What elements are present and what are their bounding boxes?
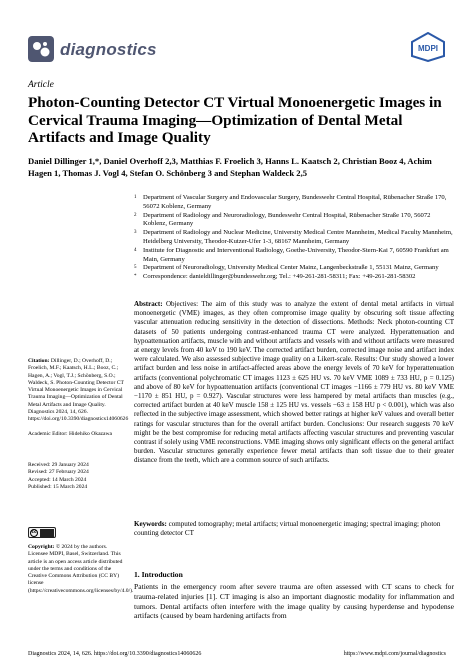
citation-text[interactable]: Dillinger, D.; Overhoff, D.; Froelich, M.F.; Kaatsch, H.L.; Booz, C.; Hagen, A.; Vogl, T.J.; Schönberg, S.O.; Waldeck, S. Photon-Counting Detector CT Virtual Monoenergetic Images in Cervical Trauma Imaging—Optimization of Dental Metal Artifacts and Image Quality. Diagnostics 2024, 14, 626. https://doi.org/10.3390/diagnostics14060626 xyxy=(28,358,129,423)
keywords-text: computed tomography; metal artifacts; virtual monoenergetic imaging; spectral imaging; photon counting detector CT xyxy=(134,520,441,538)
cc-license-icon[interactable]: cc xyxy=(28,527,56,538)
affiliation-item: 2 Department of Radiology and Neuroradiology, Bundeswehr Central Hospital, Rübenacher Straße 170, 56072 Koblenz, Germany xyxy=(134,211,431,228)
mdpi-logo-icon xyxy=(410,32,446,62)
dates-block xyxy=(28,462,124,491)
footer-citation[interactable]: Diagnostics 2024, 14, 626. https://doi.org/10.3390/diagnostics14060626 xyxy=(28,651,202,657)
abstract xyxy=(134,300,454,466)
journal-name: diagnostics xyxy=(60,40,157,59)
affiliation-item: 5 Department of Neuroradiology, University Medical Center Mainz, Langenbeckstraße 1, 55131 Mainz, Germany xyxy=(134,264,439,272)
revised-date: Revised: 27 February 2024 xyxy=(28,469,89,476)
citation-block xyxy=(28,358,129,438)
paper-title: Photon-Counting Detector CT Virtual Monoenergetic Images in Cervical Trauma Imaging—Optimization of Dental Metal Artifacts and Image Quality xyxy=(28,94,442,146)
abstract-label: Abstract: xyxy=(134,300,163,308)
publisher-name: MDPI xyxy=(418,44,438,53)
article-type: Article xyxy=(28,80,54,90)
affiliation-item: 3 Department of Radiology and Nuclear Medicine, University Medical Centre Mannheim, Medical Faculty Mannheim, Heidelberg University, Theodor-Kutzer-Ufer 1-3, 68167 Mannheim, Germany xyxy=(134,229,453,245)
copyright-block xyxy=(28,544,134,595)
correspondence: * Correspondence: danieldillinger@bundeswehr.org; Tel.: +49-261-281-58311; Fax: +49-261-281-58302 xyxy=(134,273,416,281)
keywords-label: Keywords: xyxy=(134,520,167,528)
copyright-text: © 2024 by the authors. Licensee MDPI, Basel, Switzerland. This article is an open access article distributed under the terms and conditions of the Creative Commons Attribution (CC BY) license (https://creativecommons.org/licenses/by/4.0/). xyxy=(28,544,134,594)
abstract-text: Objectives: The aim of this study was to analyze the extent of dental metal artifacts in virtual monoenergetic (VME) images, as they often compromise image quality by obscuring soft tissue affecting vascular attenuation reducing sensitivity in the detection of dissections. Methods: Neck photon-counting CT datasets of 50 patients undergoing contrast-enhanced trauma CT were analyzed. Hyperattenuation and hypoattenuation artifacts, muscle with and without artifacts and vessels with and without artifacts were measured at energy levels from 40 keV to 190 keV. The corrected artifact burden, corrected image noise and artifact index were calculated. We also assessed subjective image quality on a Likert-scale. Results: Our study showed a lower artifact burden and less noise in artifact-affected areas above the energy levels of 70 keV for hyperattenuation artifacts (conventional polychromatic CT images 1123 ± 625 HU vs. 70 keV VME 1089 ± 733 HU, p = 0.125) and above of 80 keV for hypoattenuation artifacts (conventional CT images −1166 ± 779 HU vs. 80 keV VME −1170 ± 851 HU, p = 0.927). Vascular structures were less hampered by metal artifacts than muscles (e.g., corrected artifact burden at 40 keV muscle 158 ± 125 HU vs. vessels −63 ± 158 HU p < 0.001), which was also reflected in the subjective image assessment, which showed better ratings at higher keV values and overall better ratings for vascular structures than for the overall artifact burden. Conclusions: Our research suggests 70 keV might be the best compromise for reducing metal artifacts affecting vascular structures and preventing vascular contrast if solely using VME reconstructions. VME imaging shows only significant effects on the general artifact burden. Vascular structures generally experience fewer metal artifacts than soft tissue due to their greater distance from the teeth, which are a common source of such artifacts. xyxy=(134,300,455,465)
section-heading: 1. Introduction xyxy=(134,570,183,579)
citation-label: Citation: xyxy=(28,358,50,364)
keywords xyxy=(134,520,454,538)
academic-editor: Academic Editor: Hidehiko Okazawa xyxy=(28,430,113,437)
author-list: Daniel Dillinger 1,*, Daniel Overhoff 2,3, Matthias F. Froelich 3, Hanns L. Kaatsch 2, Christian Booz 4, Achim Hagen 1, Thomas J. Vogl 4, Stefan O. Schönberg 3 and Stephan Waldeck 2,5 xyxy=(28,156,432,178)
affiliation-item: 1 Department of Vascular Surgery and Endovascular Surgery, Bundeswehr Central Hospital, Rübenacher Straße 170, 56072 Koblenz, Germany xyxy=(134,194,447,210)
introduction-text: Patients in the emergency room after severe trauma are often assessed with CT scans to check for trauma-related injuries [1]. CT imaging is also an important diagnostic modality for inflammation and tumors. Dental artifacts often interfere with the image quality by causing hyperdense and hypodense artifacts (caused by beam hardening artifacts from xyxy=(134,582,454,621)
footer-journal-link[interactable]: https://www.mdpi.com/journal/diagnostics xyxy=(343,651,446,657)
affiliation-list xyxy=(134,194,454,282)
published-date: Published: 15 March 2024 xyxy=(28,483,88,490)
copyright-label: Copyright: xyxy=(28,544,55,550)
affiliation-item: 4 Institute for Diagnostic and Interventional Radiology, Goethe-University, Theodor-Stern-Kai 7, 60590 Frankfurt am Main, Germany xyxy=(134,246,449,263)
accepted-date: Accepted: 14 March 2024 xyxy=(28,476,87,483)
diagnostics-logo-icon xyxy=(28,36,54,62)
received-date: Received: 29 January 2024 xyxy=(28,462,89,468)
